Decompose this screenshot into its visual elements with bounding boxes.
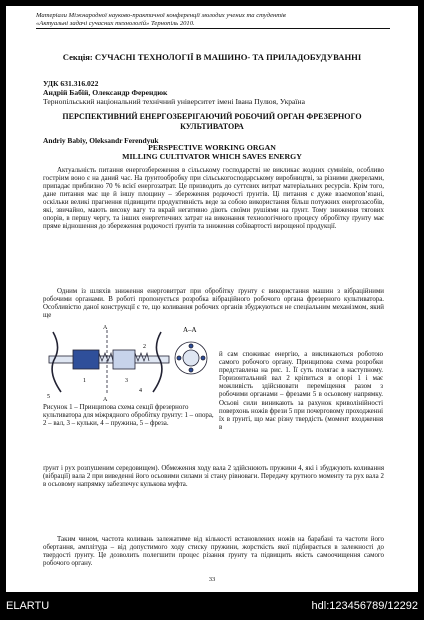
paragraph-2: Одним із шляхів зниження енерговитрат при обробітку ґрунту є використання машин з вібраційними робочими органами. В роботі пропонується розробка вібраційного робочого органа фрезерного культиватора. Особливістю даної конструкції є те, що коливання робочих органів збуджуються не спеціальним механізмом, який ще — [43, 288, 384, 319]
figure-callout-1: 1 — [83, 378, 86, 384]
paragraph-4: ґрунт і рух розпушеним середовищем). Обмеження ходу вала 2 здійснюють пружини 4, які і збуджують коливання (вібрації) вала 2 при виведенні його осьовими силами зі стану рівноваги. Передачу крутного моменту та рух вала 2 в осьовому напрямку забезпечує кулькова муфта. — [43, 465, 384, 488]
section-title: Секція: СУЧАСНІ ТЕХНОЛОГІЇ В МАШИНО- ТА ПРИЛАДОБУДУВАННІ — [62, 52, 362, 62]
page-number: 33 — [208, 576, 216, 583]
title-en-line-2: MILLING CULTIVATOR WHICH SAVES ENERGY — [122, 151, 302, 161]
shaft-shape — [49, 356, 169, 363]
running-header — [36, 12, 390, 29]
paper-title-english — [46, 144, 378, 162]
bearing-housing-shape — [73, 350, 99, 369]
header-line-2-left: «Актуальні задачі сучасних технологій» Тернопіль 2010. — [36, 19, 195, 27]
authors-ukrainian: Андрій Бабій, Олександр Ферендюк — [43, 88, 168, 97]
section-mark-top: A — [103, 325, 108, 331]
paper-title-ukrainian: ПЕРСПЕКТИВНИЙ ЕНЕРГОЗБЕРІГАЮЧИЙ РОБОЧИЙ ОРГАН ФРЕЗЕРНОГО КУЛЬТИВАТОРА — [62, 112, 362, 131]
paragraph-5: Таким чином, частота коливань залежатиме від кількості встановлених ножів на барабані та частоти його обертання, амплітуда – від допустимого ходу стиску пружини, жорсткість якої підбирається в залежності до твердості ґрунту. Це дозволить полегшити процес різання ґрунту та підвищить якість самоочищення самого робочого органу. — [43, 536, 384, 567]
affiliation: Тернопільський національний технічний університет імені Івана Пулюя, Україна — [43, 97, 305, 106]
authors-english: Andriy Babiy, Oleksandr Ferendyuk — [43, 136, 159, 145]
document-page — [6, 6, 418, 592]
figure-caption: Рисунок 1 – Принципова схема секції фрезерного культиватора для міжрядного обробітку ґрунту: 1 – опора, 2 – вал, 3 – кульки, 4 – пружина, 5 – фреза. — [43, 404, 214, 427]
figure-callout-2: 2 — [143, 344, 146, 350]
figure-callout-4: 4 — [139, 388, 142, 394]
title-en-line-1: PERSPECTIVE WORKING ORGAN — [148, 143, 276, 152]
paragraph-1: Актуальність питання енергозбереження в сільському господарстві не викликає жодних сумнівів, особливо гостріим воно є на даний час. На ґрунтообробку при сільськогосподарському виробництві, за різними джерелами, припадає приблизно 70 % всієї енергозатрат. Це призводить до суттєвих витрат матеріальних ресурсів. Крім того, дане питання має ще й іншу площину – збереження родючості ґрунтів. Ці питання є дуже взаємоповʼязані, оскільки великі прагнення підвищити продуктивність веде за собою використання більш потужних енергозасобів, які, звичайно, мають високу вагу та вкрай негативно діють своїми рушіями на ґрунт. Тому зниження тягових опорів, в першу чергу, та інших енергетичних затрат на виконання технологічного процесу обробітку ґрунту має пряме відношення до збереження родючості ґрунтів та зниження собівартості вирощеної продукції. — [43, 167, 384, 230]
header-line-2 — [36, 20, 390, 28]
header-line-1: Матеріали Міжнародної науково-практичної конференції молодих учених та студентів — [36, 12, 286, 19]
handle-id: hdl:123456789/12292 — [311, 600, 418, 612]
clutch-shape — [113, 350, 135, 369]
figure-callout-5: 5 — [47, 394, 50, 400]
section-mark-bottom: A — [103, 397, 108, 402]
section-hub-shape — [183, 350, 199, 366]
figure-callout-3: 3 — [125, 378, 128, 384]
section-label: A–A — [183, 326, 197, 334]
figure-schematic — [43, 322, 214, 402]
repository-name: ELARTU — [6, 600, 50, 612]
header-rule — [36, 28, 390, 29]
right-column-text: й сам споживає енергію, а викликаються роботою самого робочого органу. Принципова схема розробки представлена на рис. 1. Її суть полягає в наступному. Горизонтальний вал 2 кріпиться в опорі 1 і має можливість здійснювати переміщення разом з робочими органами – фрезами 5 в осьовому напрямку. Осьові сили виникають за рахунок криволінійності поверхонь ножів фрези 5 при почерговому проходженні їх в ґрунті, що має різну твердість (момент входження в — [219, 351, 383, 431]
viewer-footer — [6, 600, 418, 612]
udc-code: УДК 631.316.022 — [43, 79, 99, 88]
